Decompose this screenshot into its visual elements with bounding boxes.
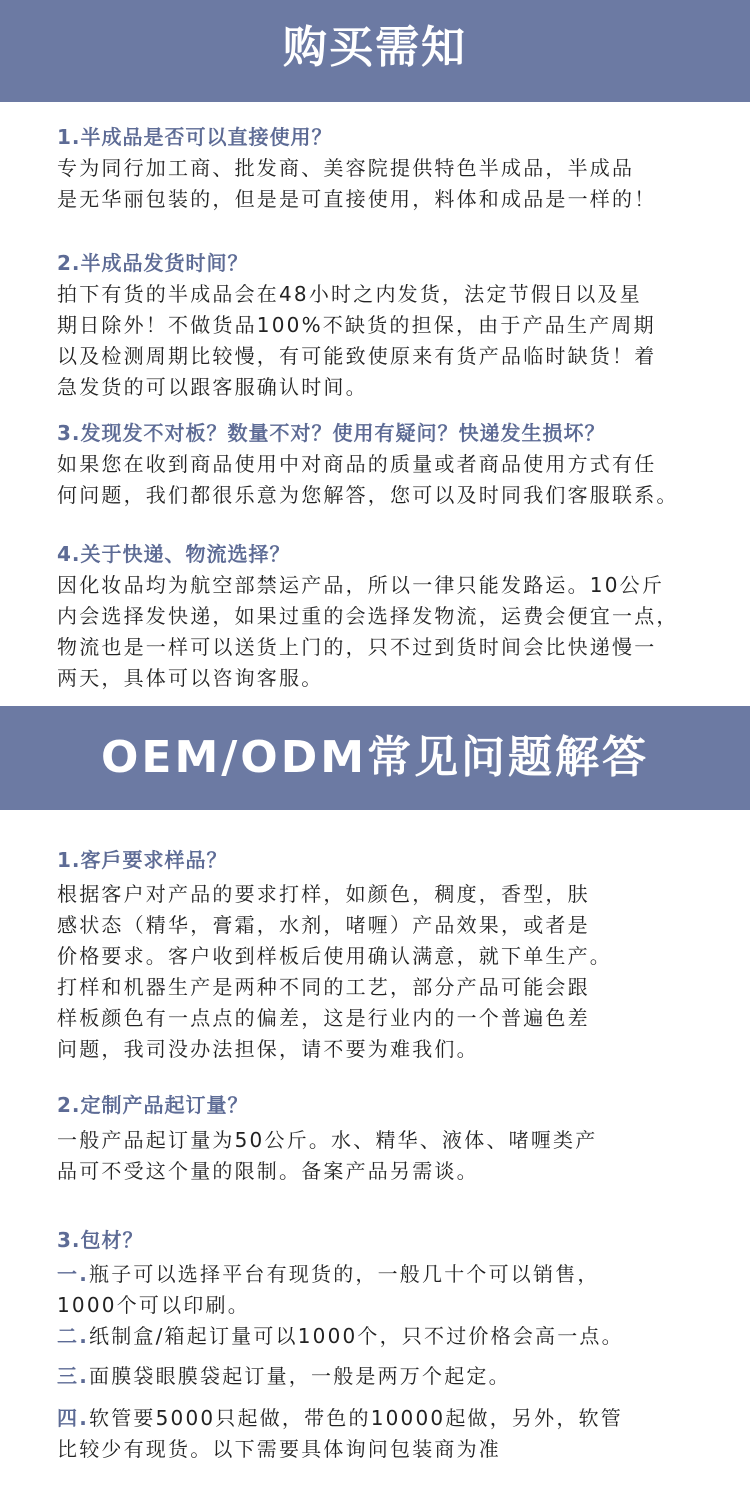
packaging-text: 软管要5000只起做，带色的10000起做，另外，软管	[89, 1406, 623, 1430]
packaging-item	[57, 1259, 737, 1321]
answer-line: 根据客户对产品的要求打样，如颜色，稠度，香型，肤	[57, 882, 590, 906]
banner-title: 购买需知	[283, 22, 467, 73]
answer-line: 期日除外！不做货品100%不缺货的担保，由于产品生产周期	[57, 313, 656, 337]
answer-line	[57, 1361, 737, 1392]
faq-answer	[57, 879, 737, 1065]
answer-line: 专为同行加工商、批发商、美容院提供特色半成品，半成品	[57, 156, 635, 180]
faq-answer	[57, 279, 737, 403]
faq-question: 1.客戶要求样品？	[57, 848, 228, 872]
answer-line: 问题，我司没办法担保，请不要为难我们。	[57, 1037, 479, 1061]
faq-question: 3.包材？	[57, 1228, 144, 1252]
faq-question: 1.半成品是否可以直接使用？	[57, 125, 333, 149]
packaging-prefix: 一.	[57, 1262, 89, 1286]
faq-question: 3.发现发不对板？数量不对？使用有疑问？快递发生损坏？	[57, 421, 606, 445]
banner-title: OEM/ODM常见问题解答	[100, 732, 650, 783]
packaging-text: 面膜袋眼膜袋起订量，一般是两万个起定。	[89, 1364, 511, 1388]
answer-line: 比较少有现货。以下需要具体询问包装商为准	[57, 1437, 501, 1461]
answer-line: 一般产品起订量为50公斤。水、精华、液体、啫喱类产	[57, 1128, 598, 1152]
answer-line: 品可不受这个量的限制。备案产品另需谈。	[57, 1159, 479, 1183]
answer-line: 内会选择发快递，如果过重的会选择发物流，运费会便宜一点，	[57, 604, 679, 628]
answer-line: 是无华丽包装的，但是是可直接使用，料体和成品是一样的！	[57, 187, 657, 211]
answer-line	[57, 1259, 737, 1290]
packaging-item	[57, 1321, 737, 1352]
packaging-text: 瓶子可以选择平台有现货的，一般几十个可以销售，	[89, 1262, 600, 1286]
answer-line	[57, 1403, 737, 1434]
answer-line: 如果您在收到商品使用中对商品的质量或者商品使用方式有任	[57, 452, 657, 476]
packaging-prefix: 三.	[57, 1364, 89, 1388]
faq-answer	[57, 153, 737, 215]
answer-line: 感状态（精华，膏霜，水剂，啫喱）产品效果，或者是	[57, 913, 590, 937]
packaging-prefix: 四.	[57, 1406, 89, 1430]
packaging-text: 纸制盒/箱起订量可以1000个，只不过价格会高一点。	[89, 1324, 624, 1348]
answer-line: 以及检测周期比较慢，有可能致使原来有货产品临时缺货！着	[57, 344, 657, 368]
answer-line	[57, 1321, 737, 1352]
answer-line: 1000个可以印刷。	[57, 1293, 250, 1317]
packaging-item	[57, 1361, 737, 1392]
faq-question: 2.定制产品起订量？	[57, 1093, 249, 1117]
answer-line: 急发货的可以跟客服确认时间。	[57, 375, 368, 399]
section-banner-oem-odm-faq	[0, 706, 750, 810]
answer-line: 何问题，我们都很乐意为您解答，您可以及时同我们客服联系。	[57, 483, 679, 507]
section-banner-purchase-notice	[0, 0, 750, 102]
packaging-prefix: 二.	[57, 1324, 89, 1348]
faq-answer	[57, 449, 737, 511]
faq-question: 4.关于快递、物流选择？	[57, 542, 291, 566]
answer-line: 物流也是一样可以送货上门的，只不过到货时间会比快递慢一	[57, 635, 657, 659]
faq-question: 2.半成品发货时间？	[57, 251, 249, 275]
answer-line: 打样和机器生产是两种不同的工艺，部分产品可能会跟	[57, 975, 590, 999]
answer-line: 因化妆品均为航空部禁运产品，所以一律只能发路运。10公斤	[57, 573, 665, 597]
answer-line: 两天，具体可以咨询客服。	[57, 666, 324, 690]
answer-line: 样板颜色有一点点的偏差，这是行业内的一个普遍色差	[57, 1006, 590, 1030]
answer-line: 拍下有货的半成品会在48小时之内发货，法定节假日以及星	[57, 282, 642, 306]
packaging-item	[57, 1403, 737, 1465]
faq-answer	[57, 570, 737, 694]
faq-answer	[57, 1125, 737, 1187]
answer-line: 价格要求。客户收到样板后使用确认满意，就下单生产。	[57, 944, 612, 968]
